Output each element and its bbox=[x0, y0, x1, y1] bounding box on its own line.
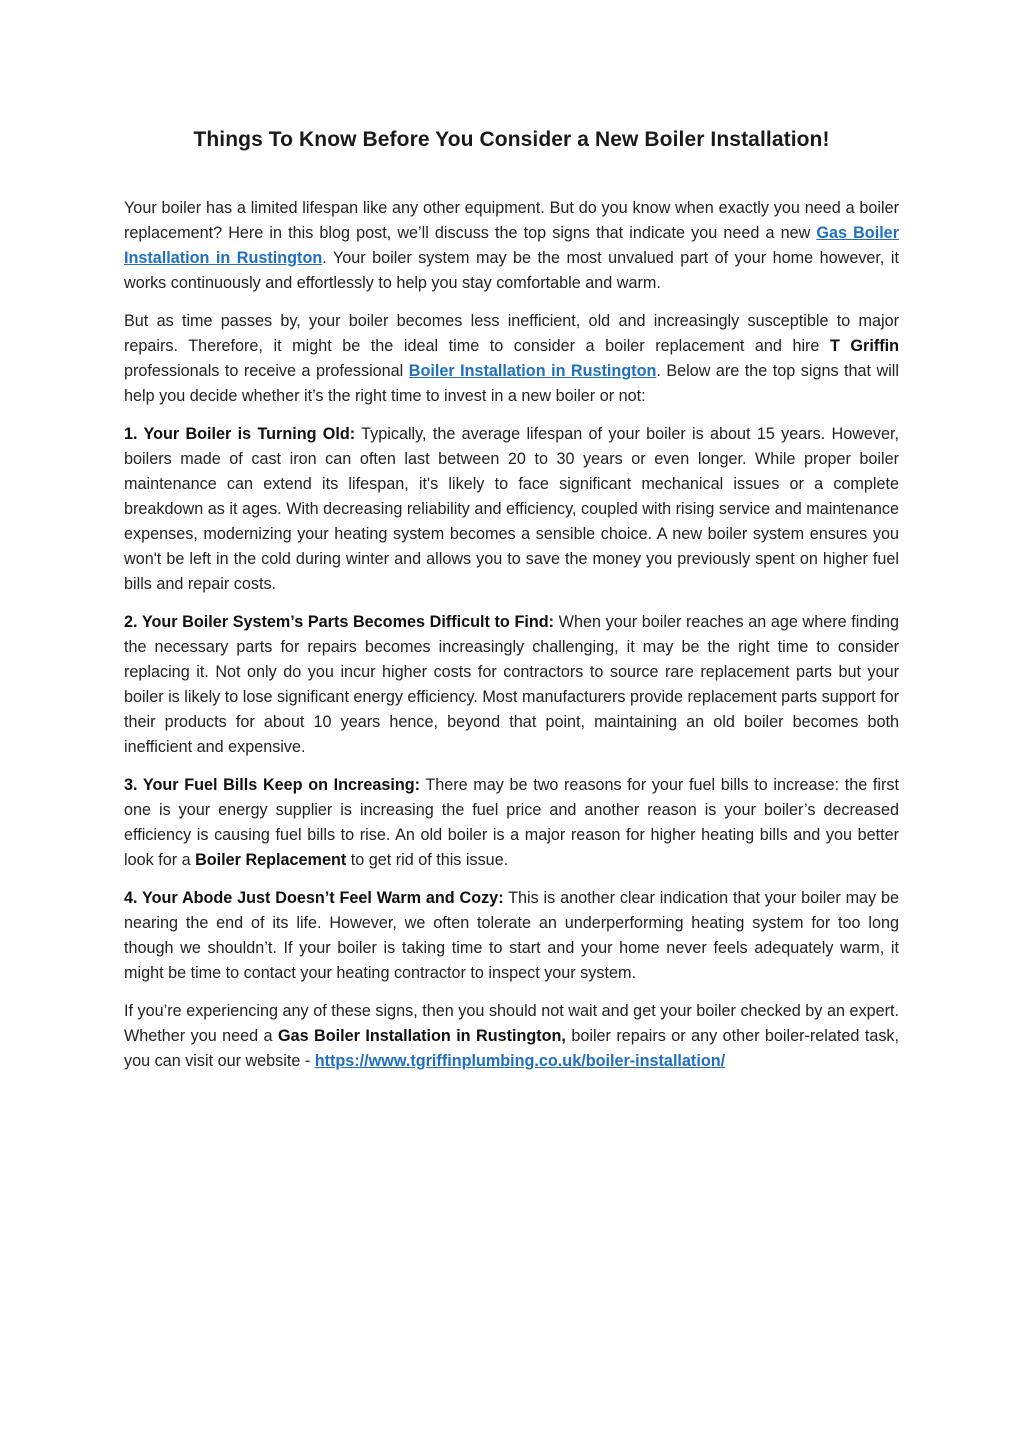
closing-paragraph bbox=[124, 999, 899, 1074]
sign-4-text: This is another clear indication that your boiler may be nearing the end of its life. However, we often tolerate an underperforming heating system for too long though we shouldn’t. If your boiler is taking time to start and your home never feels adequately warm, it might be time to contact your heating contractor to inspect your system. bbox=[124, 889, 899, 982]
sign-1-paragraph bbox=[124, 422, 899, 597]
sign-1-heading: 1. Your Boiler is Turning Old: bbox=[124, 425, 356, 443]
sign-3-paragraph bbox=[124, 773, 899, 873]
sign-3-text-1: There may be two reasons for your fuel bills to increase: the first one is your energy supplier is increasing the fuel price and another reason is your boiler’s decreased efficiency is causing fuel bills to rise. An old boiler is a major reason for higher heating bills and you better look for a bbox=[124, 776, 900, 869]
company-name: T Griffin bbox=[829, 337, 899, 355]
closing-text-2: boiler repairs or any other boiler-related task, you can visit our website - bbox=[124, 1027, 900, 1070]
intro-paragraph bbox=[124, 196, 899, 296]
signs-intro-text-2: professionals to receive a professional bbox=[124, 362, 409, 380]
sign-4-paragraph bbox=[124, 886, 899, 986]
website-link[interactable]: https://www.tgriffinplumbing.co.uk/boiler-installation/ bbox=[314, 1052, 726, 1070]
sign-2-paragraph bbox=[124, 610, 899, 760]
sign-3-text-2: to get rid of this issue. bbox=[346, 851, 509, 869]
intro-text-1: Your boiler has a limited lifespan like any other equipment. But do you know when exactly you need a boiler replacement? Here in this blog post, we’ll discuss the top signs that indicate you need a new bbox=[124, 199, 899, 242]
document-title: Things To Know Before You Consider a New Boiler Installation! bbox=[193, 128, 830, 151]
sign-2-heading: 2. Your Boiler System’s Parts Becomes Difficult to Find: bbox=[124, 613, 555, 631]
intro-text-2: . Your boiler system may be the most unvalued part of your home however, it works continuously and effortlessly to help you stay comfortable and warm. bbox=[124, 249, 900, 292]
boiler-installation-link[interactable]: Boiler Installation in Rustington bbox=[408, 362, 657, 380]
gas-boiler-installation-bold: Gas Boiler Installation in Rustington, bbox=[278, 1027, 566, 1045]
sign-3-heading: 3. Your Fuel Bills Keep on Increasing: bbox=[124, 776, 420, 794]
sign-2-text: When your boiler reaches an age where finding the necessary parts for repairs becomes increasingly challenging, it may be the right time to consider replacing it. Not only do you incur higher costs for contractors to source rare replacement parts but your boiler is likely to lose significant energy efficiency. Most manufacturers provide replacement parts support for their products for about 10 years hence, beyond that point, maintaining an old boiler becomes both inefficient and expensive. bbox=[124, 613, 899, 756]
signs-intro-paragraph bbox=[124, 309, 899, 409]
signs-intro-text-3: . Below are the top signs that will help you decide whether it’s the right time to invest in a new boiler or not: bbox=[124, 362, 900, 405]
boiler-replacement-bold: Boiler Replacement bbox=[195, 851, 347, 869]
gas-boiler-installation-link[interactable]: Gas Boiler Installation in Rustington bbox=[124, 224, 899, 267]
signs-intro-text-1: But as time passes by, your boiler becomes less inefficient, old and increasingly susceptible to major repairs. Therefore, it might be the ideal time to consider a boiler replacement and hire bbox=[124, 312, 899, 355]
sign-4-heading: 4. Your Abode Just Doesn’t Feel Warm and Cozy: bbox=[124, 889, 504, 907]
sign-1-text: Typically, the average lifespan of your boiler is about 15 years. However, boilers made of cast iron can often last between 20 to 30 years or even longer. While proper boiler maintenance can extend its lifespan, it's likely to face significant mechanical issues or a complete breakdown as it ages. With decreasing reliability and efficiency, coupled with rising service and maintenance expenses, modernizing your heating system becomes a sensible choice. A new boiler system ensures you won't be left in the cold during winter and allows you to save the money you previously spent on higher fuel bills and repair costs. bbox=[124, 425, 899, 593]
document-page bbox=[124, 128, 899, 1087]
closing-text-1: If you’re experiencing any of these signs, then you should not wait and get your boiler checked by an expert. Whether you need a bbox=[124, 1002, 899, 1045]
